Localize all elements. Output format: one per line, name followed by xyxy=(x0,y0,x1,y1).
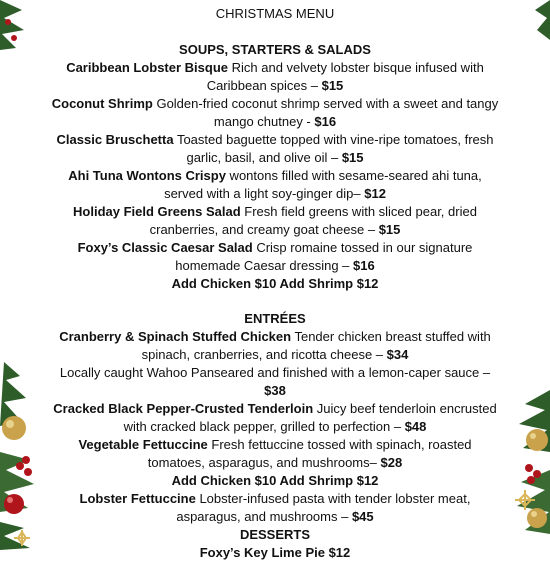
menu-item: Foxy’s Key Lime Pie $12 xyxy=(199,545,351,560)
item-desc: Tender chicken breast stuffed with spinach, cranberries, and ricotta cheese – xyxy=(141,329,491,362)
item-desc: Locally caught Wahoo Panseared and finished with a lemon-caper sauce – xyxy=(59,365,491,380)
item-desc: Crisp romaine tossed in our signature homemade Caesar dressing – xyxy=(175,240,473,273)
menu-item xyxy=(50,203,500,239)
menu-item xyxy=(50,436,500,472)
menu-item xyxy=(50,490,500,526)
section-soups-heading: SOUPS, STARTERS & SALADS xyxy=(179,42,371,57)
ornament-right-decoration xyxy=(505,390,550,550)
item-desc: Lobster-infused pasta with tender lobster meat, asparagus, and mushrooms – xyxy=(176,491,471,524)
item-desc: Rich and velvety lobster bisque infused with Caribbean spices – xyxy=(206,60,484,93)
item-desc: wontons filled with sesame-seared ahi tuna, served with a light soy-ginger dip– xyxy=(164,168,482,201)
item-desc: Fresh fettuccine tossed with spinach, roasted tomatoes, asparagus, and mushrooms– xyxy=(147,437,472,470)
item-price: $15 xyxy=(378,222,401,237)
item-name: Ahi Tuna Wontons Crispy xyxy=(68,168,226,183)
item-desc: Juicy beef tenderloin encrusted with cracked black pepper, grilled to perfection – xyxy=(123,401,497,434)
item-desc: Toasted baguette topped with vine-ripe tomatoes, fresh garlic, basil, and olive oil – xyxy=(173,132,494,165)
item-name: Holiday Field Greens Salad xyxy=(73,204,241,219)
menu-item xyxy=(50,328,500,364)
item-price: $12 xyxy=(364,186,386,201)
item-price: $45 xyxy=(351,509,374,524)
item-name: Cracked Black Pepper-Crusted Tenderloin xyxy=(53,401,314,416)
item-price: $15 xyxy=(341,150,364,165)
item-price: $15 xyxy=(321,78,344,93)
item-desc: Golden-fried coconut shrimp served with a sweet and tangy mango chutney - xyxy=(152,96,499,129)
item-price: $48 xyxy=(404,419,427,434)
item-name: Vegetable Fettuccine xyxy=(78,437,208,452)
section-desserts-heading: DESSERTS xyxy=(239,527,311,542)
menu-item xyxy=(50,95,500,131)
item-price: $16 xyxy=(353,258,375,273)
menu-item xyxy=(50,400,500,436)
pine-branch-top-left-decoration xyxy=(0,0,30,50)
item-desc: Fresh field greens with sliced pear, dried cranberries, and creamy goat cheese – xyxy=(149,204,477,237)
item-name: Cranberry & Spinach Stuffed Chicken xyxy=(59,329,292,344)
item-name: Caribbean Lobster Bisque xyxy=(66,60,228,75)
ornament-left-decoration xyxy=(0,362,44,550)
menu-item xyxy=(50,59,500,95)
menu-title: CHRISTMAS MENU xyxy=(215,6,335,21)
section-entrees-heading: ENTRÉES xyxy=(244,311,306,326)
menu-item xyxy=(50,131,500,167)
item-name: Classic Bruschetta xyxy=(56,132,174,147)
item-name: Foxy’s Classic Caesar Salad xyxy=(77,240,253,255)
pine-branch-top-right-decoration xyxy=(535,0,550,40)
item-name: Coconut Shrimp xyxy=(51,96,153,111)
item-price: $16 xyxy=(314,114,337,129)
menu-item xyxy=(50,167,500,203)
item-price: $34 xyxy=(386,347,409,362)
menu-item xyxy=(50,364,500,400)
addon-line: Add Chicken $10 Add Shrimp $12 xyxy=(171,276,379,291)
addon-line: Add Chicken $10 Add Shrimp $12 xyxy=(171,473,379,488)
item-price: $28 xyxy=(380,455,403,470)
item-name: Lobster Fettuccine xyxy=(79,491,196,506)
menu-item xyxy=(50,239,500,275)
item-price: $38 xyxy=(264,383,286,398)
